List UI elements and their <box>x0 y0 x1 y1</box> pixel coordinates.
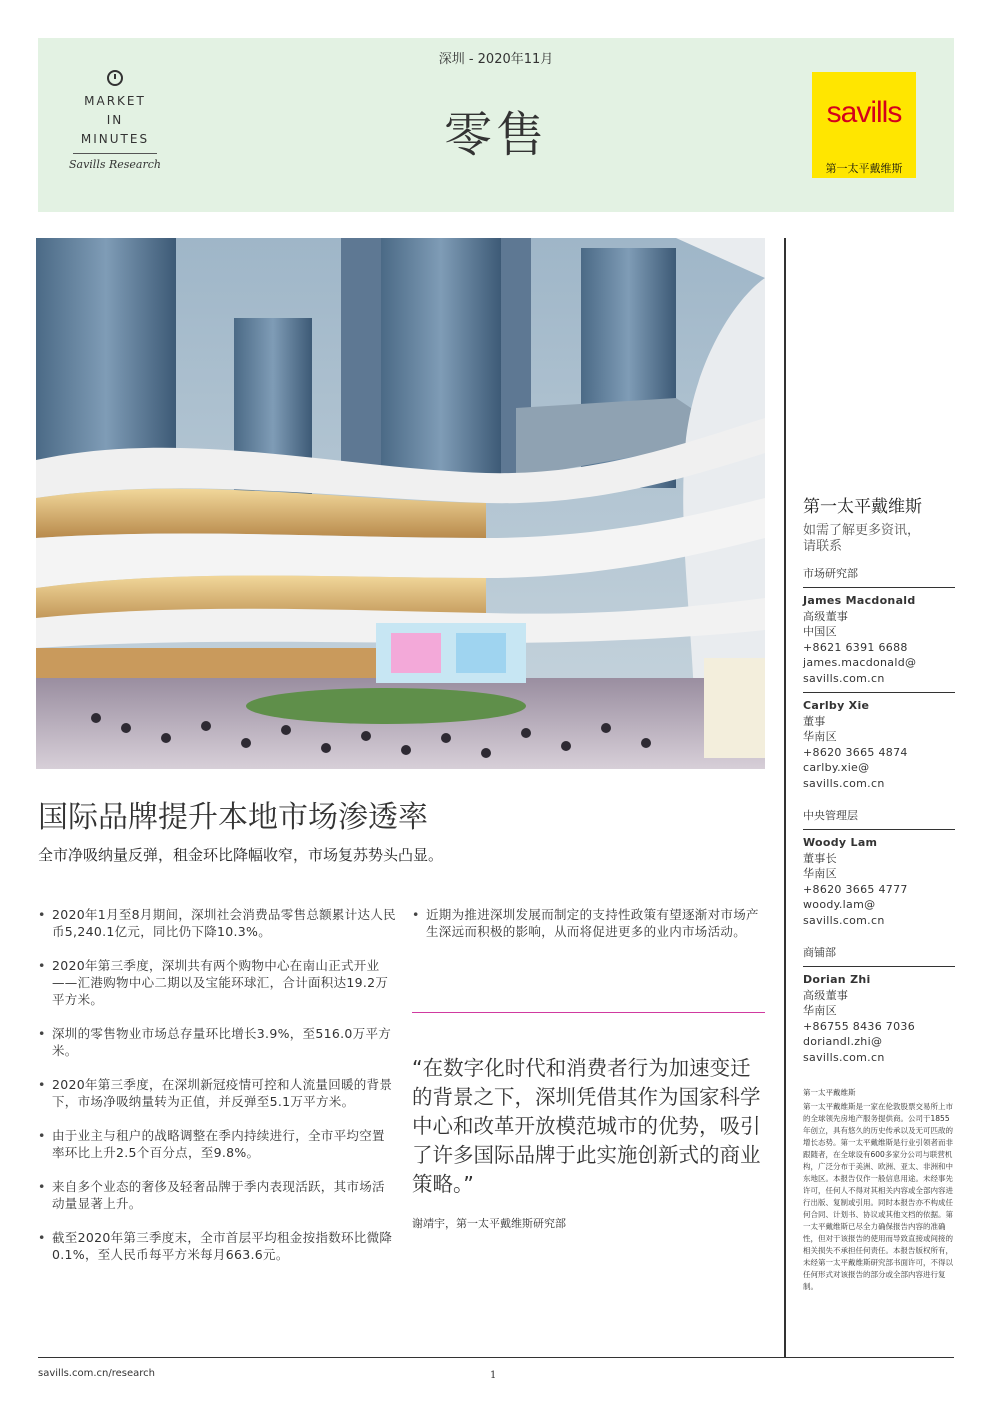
savills-logo-chinese: 第一太平戴维斯 <box>825 162 903 175</box>
hero-photo-shopping-mall <box>36 238 765 769</box>
bullet-item: • 2020年第三季度，在深圳新冠疫情可控和人流量回暖的背景下，市场净吸纳量转为正值，并反弹至5.1万平方米。 <box>38 1076 396 1110</box>
contact-email[interactable]: doriandl.zhi@ <box>803 1035 883 1048</box>
savills-logo-word: savills <box>826 96 902 129</box>
section-management: 中央管理层 <box>803 807 955 830</box>
contact-title: 董事 <box>803 714 826 728</box>
pull-quote: “在数字化时代和消费者行为加速变迁的背景之下，深圳凭借其作为国家科学中心和改革开放模范城市的优势，吸引了许多国际品牌于此实施创新式的商业策略。” <box>412 1056 761 1196</box>
quote-attribution: 谢靖宇，第一太平戴维斯研究部 <box>412 1217 566 1230</box>
contact-card <box>803 972 955 1071</box>
bullet-item: • 近期为推进深圳发展而制定的支持性政策有望逐渐对市场产生深远而积极的影响，从而将促进更多的业内市场活动。 <box>412 906 764 940</box>
article-headline: 国际品牌提升本地市场渗透率 <box>38 800 428 835</box>
contact-region: 华南区 <box>803 1004 837 1017</box>
contact-email[interactable]: james.macdonald@ <box>803 656 917 669</box>
bullet-item: • 截至2020年第三季度末，全市首层平均租金按指数环比微降0.1%，至人民币每平方米每月663.6元。 <box>38 1229 396 1263</box>
contact-email-domain[interactable]: savills.com.cn <box>803 1050 885 1064</box>
key-points-left <box>38 906 396 1280</box>
bullet-item: • 2020年1月至8月期间，深圳社会消费品零售总额累计达人民币5,240.1亿元，同比仍下降10.3%。 <box>38 906 396 940</box>
report-date: 深圳 - 2020年11月 <box>438 52 554 67</box>
contact-card <box>803 593 955 693</box>
bullet-item: • 来自多个业态的奢侈及轻奢品牌于季内表现活跃，其市场活动量显著上升。 <box>38 1178 396 1212</box>
contact-sidebar <box>803 492 955 1293</box>
logo-line-3: MINUTES <box>80 132 150 146</box>
sidebar-intro-line-1: 如需了解更多资讯， <box>803 523 921 538</box>
sidebar-intro-line-2: 请联系 <box>803 539 843 554</box>
contact-title: 高级董事 <box>803 609 849 623</box>
contact-title: 高级董事 <box>803 988 849 1002</box>
sidebar-divider <box>784 238 786 1358</box>
clock-icon <box>107 70 123 86</box>
quote-divider <box>412 1012 765 1013</box>
article-subheadline: 全市净吸纳量反弹，租金环比降幅收窄，市场复苏势头凸显。 <box>38 846 444 864</box>
contact-region: 华南区 <box>803 867 837 880</box>
contact-phone[interactable]: +86755 8436 7036 <box>803 1019 915 1033</box>
contact-email[interactable]: carlby.xie@ <box>803 761 870 774</box>
contact-name: Dorian Zhi <box>803 973 871 986</box>
logo-line-1: MARKET <box>84 94 146 108</box>
logo-research-label: Savills Research <box>68 158 161 171</box>
contact-name: Carlby Xie <box>803 699 870 712</box>
bullet-item: • 2020年第三季度，深圳共有两个购物中心在南山正式开业——汇港购物中心二期以及宝能环球汇，合计面积达19.2万平方米。 <box>38 957 396 1008</box>
footer-link[interactable]: savills.com.cn/research <box>38 1368 155 1379</box>
contact-card <box>803 698 955 797</box>
contact-region: 中国区 <box>803 625 837 638</box>
section-retail: 商铺部 <box>803 944 955 967</box>
bullet-item: • 深圳的零售物业市场总存量环比增长3.9%，至516.0万平方米。 <box>38 1025 396 1059</box>
bullet-item: • 由于业主与租户的战略调整在季内持续进行，全市平均空置率环比上升2.5个百分点，至9.8%。 <box>38 1127 396 1161</box>
contact-email-domain[interactable]: savills.com.cn <box>803 671 885 685</box>
savills-logo <box>812 72 916 178</box>
contact-title: 董事长 <box>803 851 837 865</box>
contact-phone[interactable]: +8621 6391 6688 <box>803 640 908 654</box>
page-title: 零售 <box>443 107 548 163</box>
section-research: 市场研究部 <box>803 565 955 588</box>
footer-divider <box>38 1357 954 1358</box>
contact-name: James Macdonald <box>803 594 916 607</box>
contact-region: 华南区 <box>803 730 837 743</box>
disclaimer-block <box>803 1087 955 1293</box>
disclaimer-text: 第一太平戴维斯是一家在伦敦股票交易所上市的全球领先房地产服务提供商。公司于1855年创立，具有悠久的历史传承以及无可匹敌的增长态势。第一太平戴维斯是行业引领者而非跟随者，在全球设有600多家分公司与联营机构，广泛分布于美洲、欧洲、亚太、非洲和中东地区。本报告仅作一般信息用途。未经事先许可，任何人不得对其相关内容或全部内容进行出版、复制或引用。同时本报告亦不构成任何合同、计划书、协议或其他文档的依据。第一太平戴维斯已尽全力确保报告内容的准确性，但对于该报告的使用而导致直接或间接的相关损失不承担任何责任。本报告版权所有，未经第一太平戴维斯研究部书面许可，不得以任何形式对该报告的部分或全部内容进行复制。 <box>803 1102 953 1291</box>
contact-card <box>803 835 955 934</box>
contact-email-domain[interactable]: savills.com.cn <box>803 776 885 790</box>
key-points-right <box>412 906 764 940</box>
contact-name: Woody Lam <box>803 836 878 849</box>
contact-phone[interactable]: +8620 3665 4874 <box>803 745 908 759</box>
disclaimer-title: 第一太平戴维斯 <box>803 1088 856 1097</box>
contact-phone[interactable]: +8620 3665 4777 <box>803 882 908 896</box>
contact-email-domain[interactable]: savills.com.cn <box>803 913 885 927</box>
logo-line-2: IN <box>106 113 124 127</box>
contact-email[interactable]: woody.lam@ <box>803 898 876 911</box>
sidebar-company: 第一太平戴维斯 <box>803 497 922 517</box>
page-number: 1 <box>490 1370 497 1381</box>
